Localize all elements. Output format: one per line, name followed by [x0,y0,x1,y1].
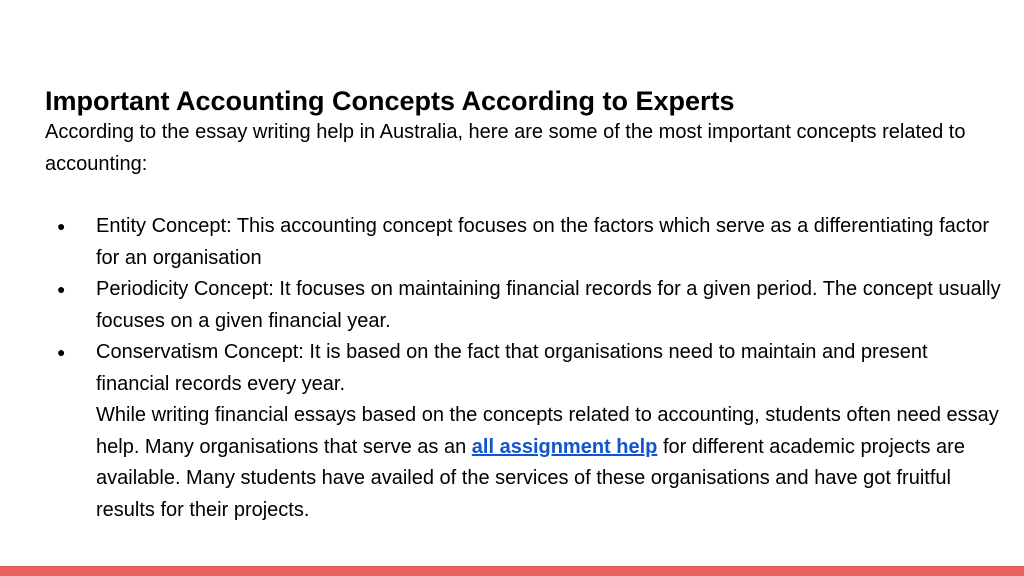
list-item-text: Entity Concept: This accounting concept focuses on the factors which serve as a differentiating factor for an organisation [96,215,990,269]
list-item-text: Periodicity Concept: It focuses on maintaining financial records for a given period. The concept usually focuses on a given financial year. [96,278,1001,332]
list-item [45,274,1005,337]
bullet-icon: ● [57,218,66,234]
list-item [45,337,1005,526]
bottom-accent-bar [0,566,1024,576]
concepts-list [45,211,1005,526]
bullet-icon: ● [57,281,66,297]
list-item-text: Conservatism Concept: It is based on the fact that organisations need to maintain and present financial records every year. [96,341,928,395]
all-assignment-help-link[interactable]: all assignment help [471,435,658,458]
closing-text-before: While writing financial essays based on the concepts related to accounting, students often need essay help. Many organisations that serve as an [96,404,999,458]
intro-paragraph: According to the essay writing help in Australia, here are some of the most important concepts related to accounting: [45,121,966,175]
closing-paragraph [96,400,1005,526]
bullet-icon: ● [57,344,66,360]
list-item [45,211,1005,274]
slide-title: Important Accounting Concepts According to Experts [45,86,735,116]
closing-text-after: for different academic projects are available. Many students have availed of the services of these organisations and have got fruitful results for their projects. [96,435,965,521]
